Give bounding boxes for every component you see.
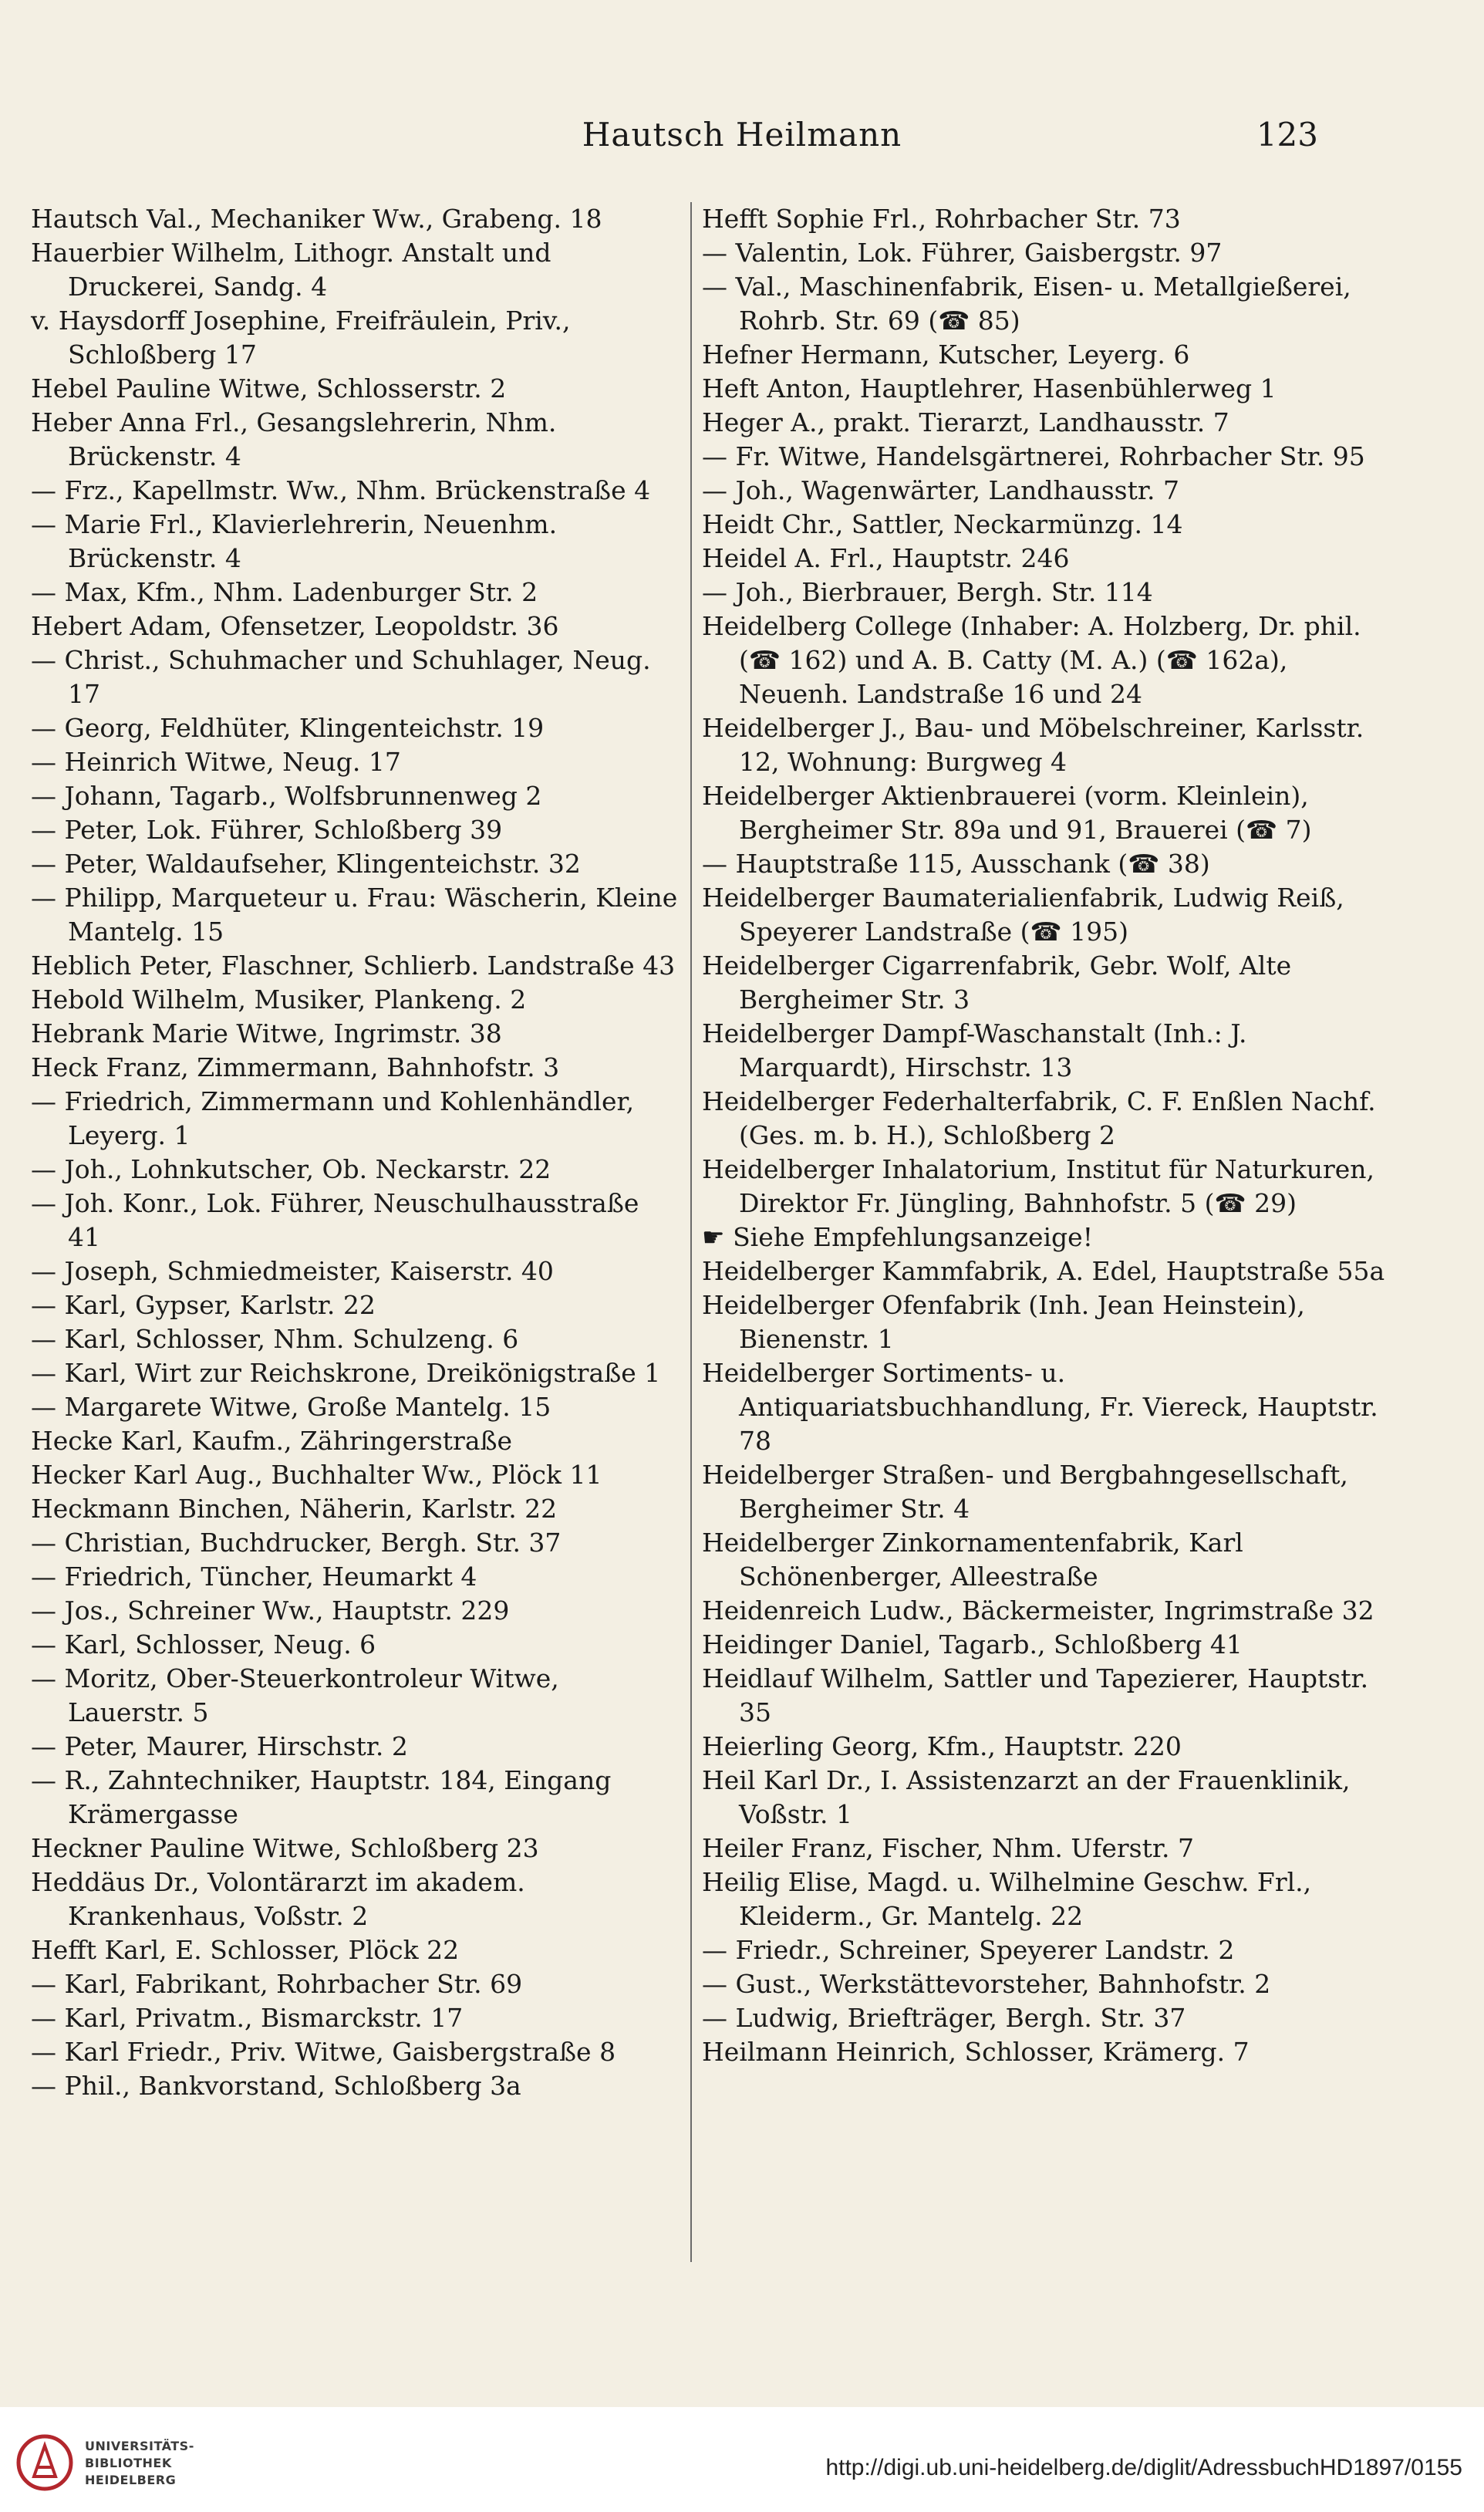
directory-entry: — Ludwig, Briefträger, Bergh. Str. 37	[702, 2003, 1186, 2033]
directory-entry: — Karl Friedr., Priv. Witwe, Gaisbergstraße 8	[31, 2037, 616, 2067]
directory-entry: Hefner Hermann, Kutscher, Leyerg. 6	[702, 339, 1190, 370]
directory-entry: — Karl, Fabrikant, Rohrbacher Str. 69	[31, 1969, 523, 1999]
directory-entry: — Peter, Waldaufseher, Klingenteichstr. 32	[31, 849, 581, 879]
directory-entry: — Hauptstraße 115, Ausschank (☎ 38)	[702, 849, 1210, 879]
directory-entry: Heidelberger Inhalatorium, Institut für Naturkuren, Direktor Fr. Jüngling, Bahnhofstr. 5 (☎ 29)	[702, 1154, 1375, 1218]
directory-entry: — Joh., Wagenwärter, Landhausstr. 7	[702, 475, 1179, 505]
directory-entry: Hauerbier Wilhelm, Lithogr. Anstalt und Druckerei, Sandg. 4	[31, 238, 551, 302]
library-name	[85, 2438, 194, 2489]
directory-entry: Heilig Elise, Magd. u. Wilhelmine Geschw. Frl., Kleiderm., Gr. Mantelg. 22	[702, 1867, 1312, 1931]
directory-entry: Hebert Adam, Ofensetzer, Leopoldstr. 36	[31, 611, 559, 641]
right-column	[702, 202, 1396, 2069]
directory-entry: Heidelberger Straßen- und Bergbahngesellschaft, Bergheimer Str. 4	[702, 1460, 1348, 1524]
directory-entry: Heblich Peter, Flaschner, Schlierb. Landstraße 43	[31, 950, 676, 981]
directory-entry: — Val., Maschinenfabrik, Eisen- u. Metallgießerei, Rohrb. Str. 69 (☎ 85)	[702, 272, 1351, 336]
library-name-line: UNIVERSITÄTS-	[85, 2439, 194, 2453]
directory-entry: Hecke Karl, Kaufm., Zähringerstraße	[31, 1426, 513, 1456]
library-logo[interactable]	[14, 2432, 245, 2493]
directory-entry: Heiler Franz, Fischer, Nhm. Uferstr. 7	[702, 1833, 1195, 1863]
running-head: Hautsch Heilmann	[582, 116, 902, 154]
university-seal-icon	[14, 2432, 76, 2493]
directory-entry: Heckner Pauline Witwe, Schloßberg 23	[31, 1833, 539, 1863]
directory-entry: — Karl, Privatm., Bismarckstr. 17	[31, 2003, 464, 2033]
directory-entry: Heilmann Heinrich, Schlosser, Krämerg. 7	[702, 2037, 1250, 2067]
directory-entry: Heidelberger Zinkornamentenfabrik, Karl Schönenberger, Alleestraße	[702, 1528, 1243, 1592]
directory-entry: Hebrank Marie Witwe, Ingrimstr. 38	[31, 1018, 502, 1048]
left-column	[31, 202, 679, 2103]
directory-entry: — Marie Frl., Klavierlehrerin, Neuenhm. Brückenstr. 4	[31, 509, 558, 573]
directory-entry: Heidel A. Frl., Hauptstr. 246	[702, 543, 1070, 573]
directory-entry: — Friedrich, Zimmermann und Kohlenhändler, Leyerg. 1	[31, 1086, 635, 1150]
directory-entry: Heft Anton, Hauptlehrer, Hasenbühlerweg 1	[702, 373, 1277, 403]
directory-entry: Heidelberger Aktienbrauerei (vorm. Kleinlein), Bergheimer Str. 89a und 91, Brauerei (☎ 7)	[702, 781, 1312, 845]
directory-entry: — Joseph, Schmiedmeister, Kaiserstr. 40	[31, 1256, 554, 1286]
directory-entry: — Frz., Kapellmstr. Ww., Nhm. Brückenstraße 4	[31, 475, 651, 505]
directory-entry: Heidelberger Kammfabrik, A. Edel, Hauptstraße 55a	[702, 1256, 1385, 1286]
directory-entry: Heidt Chr., Sattler, Neckarmünzg. 14	[702, 509, 1183, 539]
directory-entry: — Peter, Maurer, Hirschstr. 2	[31, 1731, 408, 1761]
directory-entry: — Phil., Bankvorstand, Schloßberg 3a	[31, 2071, 521, 2101]
directory-entry: Heddäus Dr., Volontärarzt im akadem. Krankenhaus, Voßstr. 2	[31, 1867, 525, 1931]
directory-entry: Hefft Karl, E. Schlosser, Plöck 22	[31, 1935, 460, 1965]
directory-entry: Heidelberg College (Inhaber: A. Holzberg, Dr. phil. (☎ 162) und A. B. Catty (M. A.) (☎ 162a), Neuenh. Landstraße 16 und 24	[702, 611, 1361, 709]
directory-entry: Heidelberger J., Bau- und Möbelschreiner, Karlsstr. 12, Wohnung: Burgweg 4	[702, 713, 1364, 777]
directory-entry: Hecker Karl Aug., Buchhalter Ww., Plöck 11	[31, 1460, 602, 1490]
directory-entry: — Valentin, Lok. Führer, Gaisbergstr. 97	[702, 238, 1223, 268]
directory-entry: Heidinger Daniel, Tagarb., Schloßberg 41	[702, 1629, 1243, 1659]
directory-entry: — Jos., Schreiner Ww., Hauptstr. 229	[31, 1595, 510, 1626]
directory-entry: Heber Anna Frl., Gesangslehrerin, Nhm. Brückenstr. 4	[31, 407, 557, 471]
directory-entry: — Karl, Schlosser, Nhm. Schulzeng. 6	[31, 1324, 519, 1354]
directory-entry: — Karl, Gypser, Karlstr. 22	[31, 1290, 376, 1320]
directory-entry: — Heinrich Witwe, Neug. 17	[31, 747, 401, 777]
directory-entry: — Karl, Wirt zur Reichskrone, Dreikönigstraße 1	[31, 1358, 661, 1388]
directory-entry: Heidenreich Ludw., Bäckermeister, Ingrimstraße 32	[702, 1595, 1374, 1626]
directory-entry: — Margarete Witwe, Große Mantelg. 15	[31, 1392, 551, 1422]
directory-entry: — Moritz, Ober-Steuerkontroleur Witwe, Lauerstr. 5	[31, 1663, 559, 1727]
directory-entry: — Karl, Schlosser, Neug. 6	[31, 1629, 376, 1659]
directory-entry: v. Haysdorff Josephine, Freifräulein, Priv., Schloßberg 17	[31, 306, 571, 370]
viewer-footer	[0, 2407, 1484, 2512]
library-name-line: HEIDELBERG	[85, 2473, 177, 2487]
directory-entry: — Christ., Schuhmacher und Schuhlager, Neug. 17	[31, 645, 651, 709]
directory-entry: Hefft Sophie Frl., Rohrbacher Str. 73	[702, 204, 1181, 234]
directory-entry: — Friedr., Schreiner, Speyerer Landstr. 2	[702, 1935, 1235, 1965]
directory-entry: — Fr. Witwe, Handelsgärtnerei, Rohrbacher Str. 95	[702, 441, 1365, 471]
directory-entry: — Peter, Lok. Führer, Schloßberg 39	[31, 815, 503, 845]
directory-entry: Heidelberger Federhalterfabrik, C. F. Enßlen Nachf. (Ges. m. b. H.), Schloßberg 2	[702, 1086, 1376, 1150]
directory-entry: Heidelberger Baumaterialienfabrik, Ludwig Reiß, Speyerer Landstraße (☎ 195)	[702, 883, 1344, 947]
directory-entry: — Joh., Lohnkutscher, Ob. Neckarstr. 22	[31, 1154, 551, 1184]
library-name-line: BIBLIOTHEK	[85, 2456, 172, 2470]
directory-entry: — R., Zahntechniker, Hauptstr. 184, Eingang Krämergasse	[31, 1765, 612, 1829]
directory-entry: — Friedrich, Tüncher, Heumarkt 4	[31, 1562, 477, 1592]
directory-entry: — Max, Kfm., Nhm. Ladenburger Str. 2	[31, 577, 538, 607]
directory-entry: Heckmann Binchen, Näherin, Karlstr. 22	[31, 1494, 558, 1524]
directory-entry: Heidlauf Wilhelm, Sattler und Tapezierer, Hauptstr. 35	[702, 1663, 1369, 1727]
directory-entry: — Johann, Tagarb., Wolfsbrunnenweg 2	[31, 781, 542, 811]
directory-entry: Heil Karl Dr., I. Assistenzarzt an der Frauenklinik, Voßstr. 1	[702, 1765, 1351, 1829]
directory-entry: Hebel Pauline Witwe, Schlosserstr. 2	[31, 373, 507, 403]
directory-entry: — Gust., Werkstättevorsteher, Bahnhofstr. 2	[702, 1969, 1271, 1999]
directory-entry: — Joh., Bierbrauer, Bergh. Str. 114	[702, 577, 1153, 607]
directory-entry: Heger A., prakt. Tierarzt, Landhausstr. 7	[702, 407, 1229, 437]
directory-entry: — Philipp, Marqueteur u. Frau: Wäscherin, Kleine Mantelg. 15	[31, 883, 678, 947]
directory-entry: — Joh. Konr., Lok. Führer, Neuschulhausstraße 41	[31, 1188, 639, 1252]
directory-entry: — Georg, Feldhüter, Klingenteichstr. 19	[31, 713, 545, 743]
column-divider	[690, 202, 692, 2262]
source-url[interactable]: http://digi.ub.uni-heidelberg.de/diglit/AdressbuchHD1897/0155	[825, 2455, 1462, 2480]
directory-entry: Heidelberger Ofenfabrik (Inh. Jean Heinstein), Bienenstr. 1	[702, 1290, 1305, 1354]
directory-entry: Heidelberger Dampf-Waschanstalt (Inh.: J. Marquardt), Hirschstr. 13	[702, 1018, 1247, 1082]
directory-entry: Hautsch Val., Mechaniker Ww., Grabeng. 18	[31, 204, 602, 234]
page-number: 123	[1256, 116, 1318, 154]
directory-entry: Hebold Wilhelm, Musiker, Plankeng. 2	[31, 984, 527, 1015]
page-header	[0, 108, 1484, 162]
directory-entry: — Christian, Buchdrucker, Bergh. Str. 37	[31, 1528, 562, 1558]
directory-entry: Heidelberger Cigarrenfabrik, Gebr. Wolf, Alte Bergheimer Str. 3	[702, 950, 1292, 1015]
directory-entry: Heck Franz, Zimmermann, Bahnhofstr. 3	[31, 1052, 560, 1082]
directory-entry: Heidelberger Sortiments- u. Antiquariatsbuchhandlung, Fr. Viereck, Hauptstr. 78	[702, 1358, 1378, 1456]
directory-entry: ☛ Siehe Empfehlungsanzeige!	[702, 1222, 1093, 1252]
directory-entry: Heierling Georg, Kfm., Hauptstr. 220	[702, 1731, 1182, 1761]
